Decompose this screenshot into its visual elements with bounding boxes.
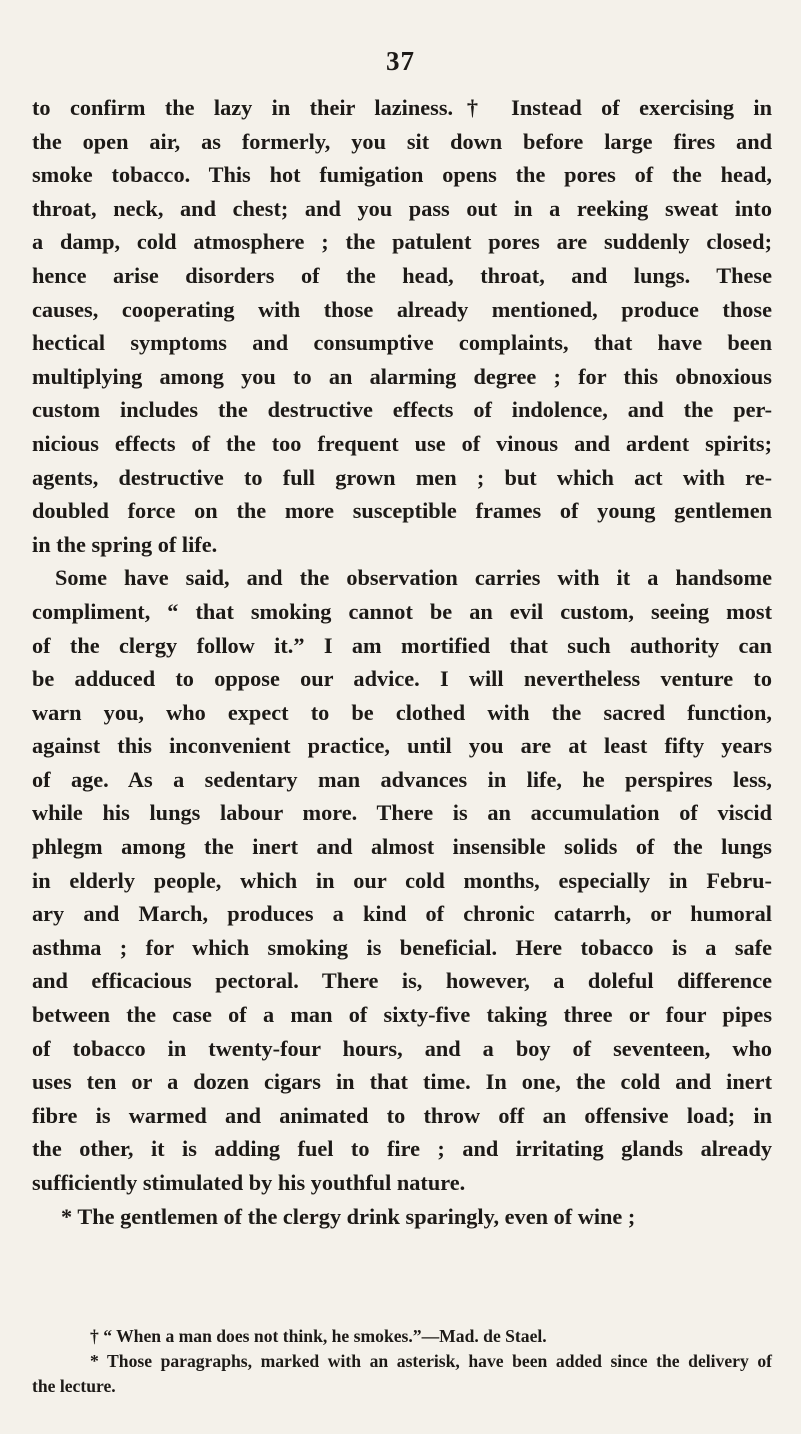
text-line: hectical symptoms and consumptive complaints, that have been	[32, 330, 772, 356]
text-line: agents, destructive to full grown men ; but which act with re-	[32, 464, 772, 490]
text-line: be adduced to oppose our advice. I will nevertheless venture to	[32, 666, 772, 692]
text-line: multiplying among you to an alarming degree ; for this obnoxious	[32, 363, 772, 389]
text-line: phlegm among the inert and almost insensible solids of the lungs	[32, 834, 772, 860]
text-line: hence arise disorders of the head, throat, and lungs. These	[32, 262, 772, 288]
text-line: sufficiently stimulated by his youthful nature.	[32, 1170, 466, 1195]
text-line: causes, cooperating with those already mentioned, produce those	[32, 296, 772, 322]
text-line: Some have said, and the observation carries with it a handsome	[55, 565, 772, 591]
footnote-asterisk-continued: the lecture.	[32, 1376, 116, 1396]
footnote-dagger: † “ When a man does not think, he smokes.”—Mad. de Stael.	[90, 1326, 547, 1346]
text-line: doubled force on the more susceptible frames of young gentlemen	[32, 498, 772, 524]
text-line: while his lungs labour more. There is an accumulation of viscid	[32, 800, 772, 826]
text-line: custom includes the destructive effects of indolence, and the per-	[32, 397, 772, 423]
text-line: of tobacco in twenty-four hours, and a boy of seventeen, who	[32, 1035, 772, 1061]
text-line: asthma ; for which smoking is beneficial. Here tobacco is a safe	[32, 934, 772, 960]
text-line: smoke tobacco. This hot fumigation opens the pores of the head,	[32, 162, 772, 188]
text-line: the other, it is adding fuel to fire ; and irritating glands already	[32, 1136, 772, 1162]
text-line: in elderly people, which in our cold months, especially in Febru-	[32, 867, 772, 893]
text-line: against this inconvenient practice, until you are at least fifty years	[32, 733, 772, 759]
page-number: 37	[386, 46, 415, 76]
text-line: ary and March, produces a kind of chronic catarrh, or humoral	[32, 901, 772, 927]
text-line: * The gentlemen of the clergy drink sparingly, even of wine ;	[61, 1203, 636, 1229]
text-line: throat, neck, and chest; and you pass out in a reeking sweat into	[32, 195, 772, 221]
text-line: of age. As a sedentary man advances in life, he perspires less,	[32, 766, 772, 792]
footnote-asterisk: * Those paragraphs, marked with an asterisk, have been added since the delivery of	[90, 1351, 772, 1371]
text-line: a damp, cold atmosphere ; the patulent pores are suddenly closed;	[32, 229, 772, 255]
text-line: uses ten or a dozen cigars in that time. In one, the cold and inert	[32, 1069, 772, 1095]
text-line: to confirm the lazy in their laziness.† Instead of exercising in	[32, 95, 772, 120]
text-line: nicious effects of the too frequent use of vinous and ardent spirits;	[32, 430, 772, 456]
footnotes	[32, 1324, 772, 1399]
text-line: warn you, who expect to be clothed with the sacred function,	[32, 699, 772, 725]
text-line: and efficacious pectoral. There is, however, a doleful difference	[32, 968, 772, 994]
body-text	[32, 91, 772, 1233]
text-line: between the case of a man of sixty-five taking three or four pipes	[32, 1002, 772, 1028]
text-line: in the spring of life.	[32, 531, 218, 557]
text-line: the open air, as formerly, you sit down before large fires and	[32, 128, 772, 154]
text-line: of the clergy follow it.” I am mortified that such authority can	[32, 632, 772, 658]
text-line: compliment, “ that smoking cannot be an evil custom, seeing most	[32, 598, 772, 624]
text-line: fibre is warmed and animated to throw off an offensive load; in	[32, 1102, 772, 1128]
